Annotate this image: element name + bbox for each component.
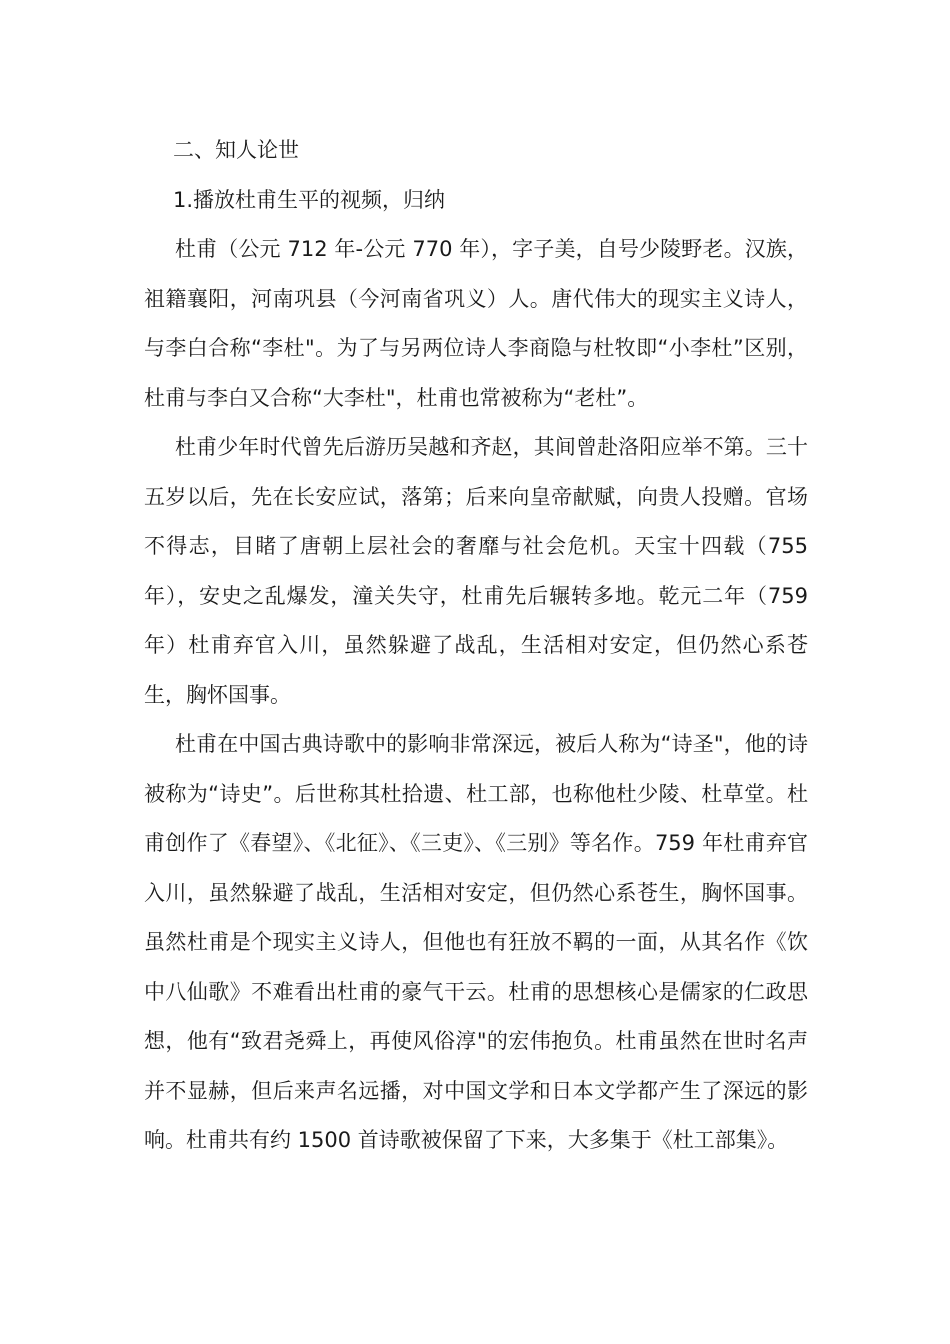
paragraph-life-events: 杜甫少年时代曾先后游历吴越和齐赵，其间曾赴洛阳应举不第。三十五岁以后，先在长安应试，落第；后来向皇帝献赋，向贵人投赠。官场不得志，目睹了唐朝上层社会的奢靡与社会危机。天宝十四载（755 年），安史之乱爆发，潼关失守，杜甫先后辗转多地。乾元二年（759 年）杜甫弃官入川，虽然躲避了战乱，生活相对安定，但仍然心系苍生，胸怀国事。 <box>144 435 808 707</box>
paragraph-biography: 杜甫（公元 712 年-公元 770 年），字子美，自号少陵野老。汉族，祖籍襄阳，河南巩县（今河南省巩义）人。唐代伟大的现实主义诗人，与李白合称“李杜"。为了与另两位诗人李商隐与杜牧即“小李杜”区别，杜甫与李白又合称“大李杜"，杜甫也常被称为“老杜”。 <box>144 237 808 410</box>
section-heading: 二、知人论世 <box>173 138 299 162</box>
paragraph-influence: 杜甫在中国古典诗歌中的影响非常深远，被后人称为“诗圣"，他的诗被称为“诗史”。后世称其杜拾遗、杜工部，也称他杜少陵、杜草堂。杜甫创作了《春望》、《北征》、《三吏》、《三别》等名作。759 年杜甫弃官入川，虽然躲避了战乱，生活相对安定，但仍然心系苍生，胸怀国事。虽然杜甫是个现实主义诗人，但他也有狂放不羁的一面，从其名作《饮中八仙歌》不难看出杜甫的豪气干云。杜甫的思想核心是儒家的仁政思想，他有“致君尧舜上，再使风俗淳"的宏伟抱负。杜甫虽然在世时名声并不显赫，但后来声名远播，对中国文学和日本文学都产生了深远的影响。杜甫共有约 1500 首诗歌被保留了下来，大多集于《杜工部集》。 <box>144 732 808 1152</box>
document-body <box>144 126 808 1166</box>
item-heading: 1.播放杜甫生平的视频，归纳 <box>173 187 446 212</box>
